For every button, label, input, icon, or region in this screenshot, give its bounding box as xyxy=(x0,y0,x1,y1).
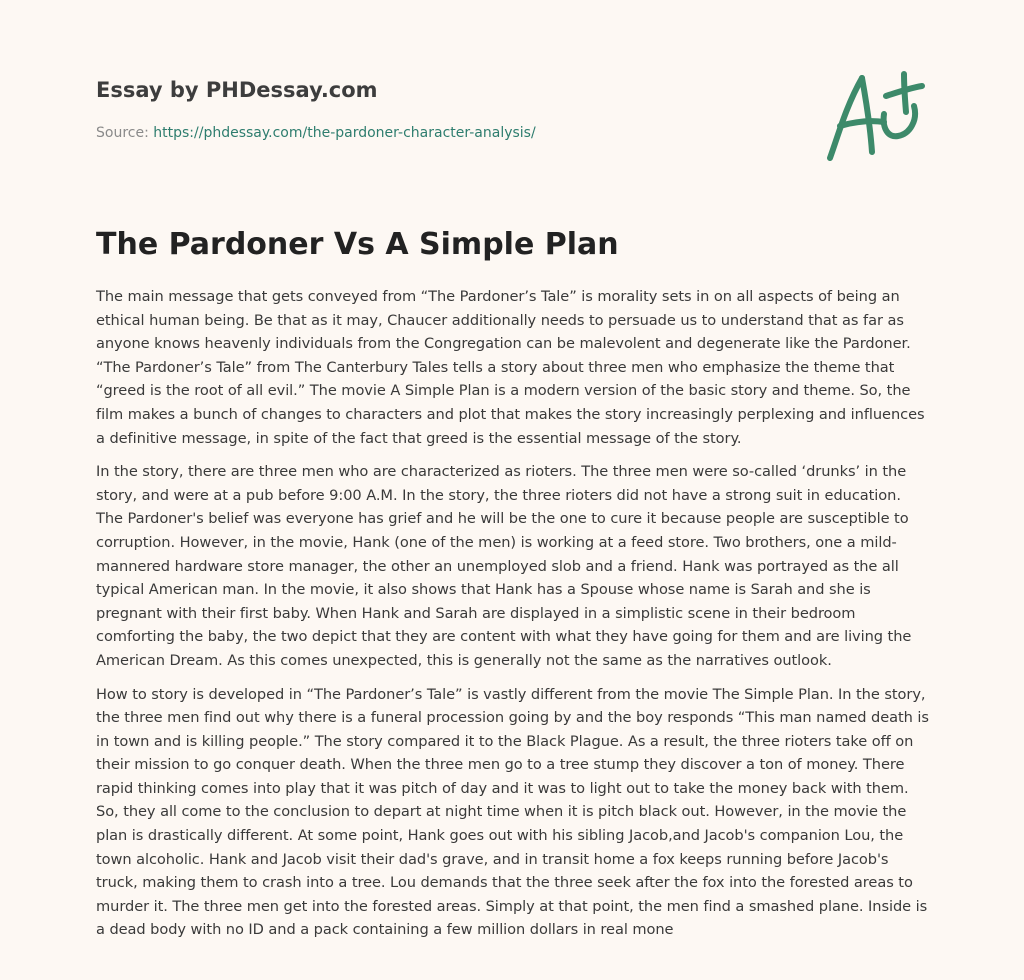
a-plus-logo xyxy=(824,66,928,166)
paragraph-3: How to story is developed in “The Pardoner’s Tale” is vastly different from the movie The Simple Plan. In the story, the three men find out why there is a funeral procession going by and the boy responds “This man named death is in town and is killing people.” The story compared it to the Black Plague. As a result, the three rioters take off on their mission to go conquer death. When the three men go to a tree stump they discover a ton of money. There rapid thinking comes into play that it was pitch of day and it was to light out to take the money back with them. So, they all come to the conclusion to depart at night time when it is pitch black out. However, in the movie the plan is drastically different. At some point, Hank goes out with his sibling Jacob,and Jacob's companion Lou, the town alcoholic. Hank and Jacob visit their dad's grave, and in transit home a fox keeps running before Jacob's truck, making them to crash into a tree. Lou demands that the three seek after the fox into the forested areas to murder it. The three men get into the forested areas. Simply at that point, the men find a smashed plane. Inside is a dead body with no ID and a pack containing a few million dollars in real mone xyxy=(96,685,929,939)
paragraph-2: In the story, there are three men who are characterized as rioters. The three men were so-called ‘drunks’ in the story, and were at a pub before 9:00 A.M. In the story, the three rioters did not have a strong suit in education. The Pardoner's belief was everyone has grief and he will be the one to cure it because people are susceptible to corruption. However, in the movie, Hank (one of the men) is working at a feed store. Two brothers, one a mild-mannered hardware store manager, the other an unemployed slob and a friend. Hank was portrayed as the all typical American man. In the movie, it also shows that Hank has a Spouse whose name is Sarah and she is pregnant with their first baby. When Hank and Sarah are displayed in a simplistic scene in their bedroom comforting the baby, the two depict that they are content with what they have going for them and are living the American Dream. As this comes unexpected, this is generally not the same as the narratives outlook. xyxy=(96,463,912,669)
paragraph-1: The main message that gets conveyed from “The Pardoner’s Tale” is morality sets in on all aspects of being an ethical human being. Be that as it may, Chaucer additionally needs to persuade us to understand that as far as anyone knows heavenly individuals from the Congregation can be malevolent and degenerate like the Pardoner. “The Pardoner’s Tale” from The Canterbury Tales tells a story about three men who emphasize the theme that “greed is the root of all evil.” The movie A Simple Plan is a modern version of the basic story and theme. So, the film makes a bunch of changes to characters and plot that makes the story increasingly perplexing and influences a definitive message, in spite of the fact that greed is the essential message of the story. xyxy=(96,288,925,447)
site-title: Essay by PHDessay.com xyxy=(96,78,378,102)
document-body xyxy=(96,285,932,952)
source-link[interactable]: https://phdessay.com/the-pardoner-character-analysis/ xyxy=(153,125,536,141)
a-plus-logo-icon xyxy=(824,66,928,166)
document-title: The Pardoner Vs A Simple Plan xyxy=(96,227,619,262)
essay-page xyxy=(96,0,932,980)
source-line xyxy=(96,123,536,143)
source-label: Source: xyxy=(96,125,149,141)
